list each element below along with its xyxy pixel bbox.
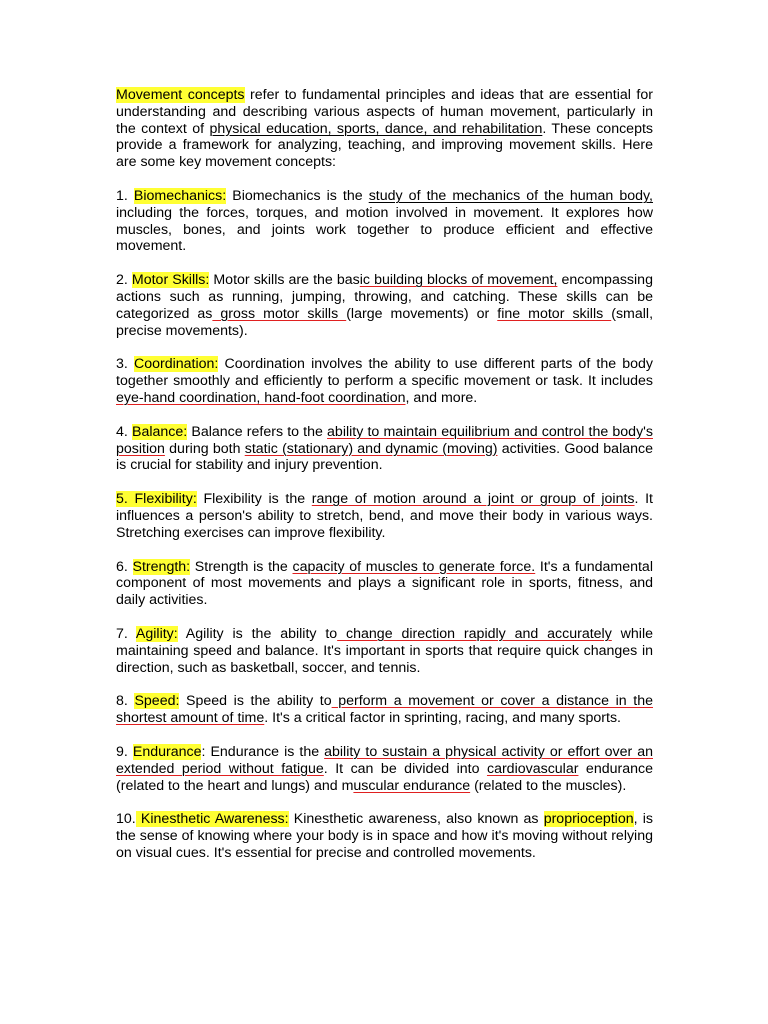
- highlighted-term: Endurance: [132, 743, 202, 760]
- highlighted-term: Motor Skills:: [131, 272, 210, 289]
- body-text: refer to fundamental principles and ideas that are essential for understanding and describing various aspects of human movement, particularly in the context of: [116, 87, 653, 137]
- highlighted-term: Kinesthetic Awareness:: [135, 811, 289, 828]
- highlighted-term: Speed:: [134, 693, 180, 710]
- highlighted-term: 5. Flexibility:: [116, 491, 197, 508]
- body-text: 3.: [116, 356, 134, 373]
- body-text: Biomechanics is the: [226, 187, 369, 204]
- body-text: encompassing actions such as running, jumping, throwing, and catching. These skills can be categorized as: [116, 272, 653, 322]
- highlighted-term: proprioception: [543, 811, 634, 828]
- body-text: . It can be divided into: [323, 760, 487, 777]
- red-underlined-phrase: capacity of muscles to generate force.: [292, 558, 536, 575]
- concept-paragraph: [116, 188, 653, 255]
- red-underlined-phrase: ability to maintain equilibrium and control the body's position: [116, 423, 653, 457]
- body-text: (large movements) or: [346, 305, 498, 322]
- body-text: 7.: [116, 625, 136, 642]
- concept-paragraph: [116, 272, 653, 339]
- body-text: 1.: [116, 187, 134, 204]
- red-underlined-phrase: uscular endurance: [353, 777, 471, 794]
- body-text: including the forces, torques, and motion involved in movement. It explores how muscles, bones, and joints work together to produce efficient and effective movement.: [116, 204, 653, 255]
- body-text: Strength is the: [190, 558, 293, 575]
- body-text: Speed is the ability to: [179, 693, 332, 710]
- underlined-phrase: study of the mechanics of the human body,: [368, 187, 653, 204]
- red-underlined-phrase: gross motor skills: [212, 305, 347, 322]
- highlighted-term: Agility:: [135, 625, 178, 642]
- red-underlined-phrase: ability to sustain a physical activity or effort over an extended period without fatigue: [116, 743, 653, 777]
- highlighted-term: Strength:: [132, 558, 191, 575]
- body-text: , and more.: [405, 389, 478, 406]
- highlighted-term: Balance:: [131, 423, 188, 440]
- body-text: 8.: [116, 693, 135, 710]
- body-text: : Endurance is the: [201, 743, 325, 760]
- body-text: Kinesthetic awareness, also known as: [288, 811, 544, 828]
- underlined-phrase: physical education, sports, dance, and rehabilitation: [209, 120, 543, 137]
- body-text: endurance (related to the heart and lungs) and m: [116, 760, 653, 794]
- body-text: 10.: [116, 811, 136, 828]
- body-text: (small, precise movements).: [116, 305, 654, 339]
- document-page: [116, 87, 653, 879]
- body-text: Motor skills are the bas: [209, 272, 360, 289]
- body-text: It's a fundamental component of most movements and plays a significant role in sports, fitness, and daily activities.: [116, 558, 653, 609]
- highlighted-term: Biomechanics:: [133, 187, 227, 204]
- concept-paragraph: [116, 744, 653, 794]
- body-text: , is the sense of knowing where your body is in space and how it's moving without relying on visual cues. It's essential for precise and controlled movements.: [116, 811, 653, 861]
- red-underlined-phrase: fine motor skills: [497, 305, 612, 322]
- highlighted-term: Coordination:: [133, 356, 219, 373]
- red-underlined-phrase: change direction rapidly and accurately: [337, 625, 612, 642]
- concept-paragraph: [116, 491, 653, 541]
- red-underlined-phrase: range of motion around a joint or group of joints: [311, 491, 635, 508]
- body-text: Flexibility is the: [196, 491, 312, 508]
- body-text: 9.: [116, 743, 133, 760]
- red-underlined-phrase: cardiovascular: [486, 760, 579, 777]
- red-underlined-phrase: static (stationary) and dynamic (moving): [244, 440, 498, 457]
- body-text: 4.: [116, 423, 132, 440]
- concept-paragraph: [116, 424, 653, 474]
- body-text: 6.: [116, 558, 133, 575]
- red-underlined-phrase: ic building blocks of movement,: [359, 272, 558, 289]
- body-text: Agility is the ability to: [177, 625, 338, 642]
- concept-paragraph: [116, 626, 653, 676]
- body-text: Coordination involves the ability to use different parts of the body together smoothly and efficiently to perform a specific movement or task. It includes: [116, 356, 653, 390]
- intro-paragraph: [116, 87, 653, 171]
- concept-paragraph: [116, 559, 653, 609]
- body-text: . It's a critical factor in sprinting, racing, and many sports.: [264, 710, 622, 727]
- body-text: during both: [164, 440, 245, 457]
- red-underlined-phrase: eye-hand coordination, hand-foot coordination: [116, 389, 406, 406]
- concept-paragraph: [116, 811, 653, 861]
- body-text: (related to the muscles).: [470, 777, 627, 794]
- body-text: Balance refers to the: [187, 423, 328, 440]
- body-text: activities. Good balance is crucial for stability and injury prevention.: [116, 440, 653, 474]
- body-text: while maintaining speed and balance. It's important in sports that require quick changes in direction, such as basketball, soccer, and tennis.: [116, 625, 653, 676]
- body-text: 2.: [116, 272, 132, 289]
- body-text: . These concepts provide a framework for analyzing, teaching, and improving movement skills. Here are some key movement concepts:: [116, 120, 653, 171]
- highlighted-term: Movement concepts: [116, 87, 245, 103]
- concept-paragraph: [116, 693, 653, 727]
- body-text: . It influences a person's ability to stretch, bend, and move their body in various ways. Stretching exercises can improve flexibility.: [116, 491, 653, 541]
- concept-paragraph: [116, 356, 653, 406]
- red-underlined-phrase: perform a movement or cover a distance in the shortest amount of time: [116, 693, 653, 727]
